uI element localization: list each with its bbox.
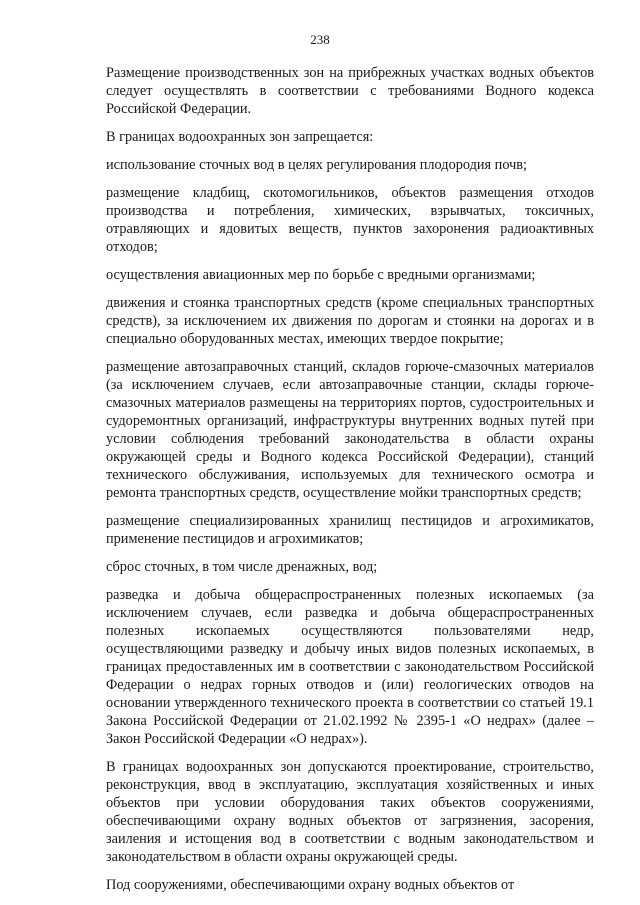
paragraph-fuel-stations: размещение автозаправочных станций, складов горюче-смазочных материалов (за исключением случаев, если автозаправочные станции, склады горюче-смазочных материалов размещены на территориях портов, судостроительных и судоремонтных организаций, инфраструктуры внутренних водных путей при условии соблюдения требований законодательства в области охраны окружающей среды и Водного кодекса Российской Федерации), станций технического обслуживания, используемых для технического осмотра и ремонта транспортных средств, осуществление мойки транспортных средств;: [106, 359, 594, 501]
paragraph-pesticide-storage: размещение специализированных хранилищ пестицидов и агрохимикатов, применение пестицидов и агрохимикатов;: [106, 513, 594, 547]
paragraph-protective-structures: Под сооружениями, обеспечивающими охрану водных объектов от: [106, 877, 515, 893]
paragraph-wastewater-use: использование сточных вод в целях регулирования плодородия почв;: [106, 157, 528, 173]
paragraph-production-zones: Размещение производственных зон на прибрежных участках водных объектов следует осуществлять в соответствии с требованиями Водного кодекса Российской Федерации.: [106, 65, 594, 117]
paragraph-drainage-discharge: сброс сточных, в том числе дренажных, вод;: [106, 559, 378, 575]
paragraph-mineral-extraction: разведка и добыча общераспространенных полезных ископаемых (за исключением случаев, если разведка и добыча общераспространенных полезных ископаемых осуществляются пользователями недр, осуществляющими разведку и добычу иных видов полезных ископаемых, в границах предоставленных им в соответствии с законодательством Российской Федерации о недрах горных отводов и (или) геологических отводов на основании утвержденного технического проекта в соответствии со статьей 19.1 Закона Российской Федерации от 21.02.1992 № 2395-1 «О недрах» (далее – Закон Российской Федерации «О недрах»).: [106, 587, 594, 747]
paragraph-permitted-construction: В границах водоохранных зон допускаются проектирование, строительство, реконструкция, ввод в эксплуатацию, эксплуатация хозяйственных и иных объектов при условии оборудования таких объектов сооружениями, обеспечивающими охрану водных объектов от загрязнения, засорения, заиления и истощения вод в соответствии с водным законодательством и законодательством в области охраны окружающей среды.: [106, 759, 594, 865]
paragraph-prohibited-intro: В границах водоохранных зон запрещается:: [106, 129, 374, 145]
page-number: 238: [310, 32, 330, 47]
document-body: [106, 64, 594, 894]
paragraph-aviation-measures: осуществления авиационных мер по борьбе с вредными организмами;: [106, 267, 536, 283]
paragraph-cemeteries-waste: размещение кладбищ, скотомогильников, объектов размещения отходов производства и потребления, химических, взрывчатых, токсичных, отравляющих и ядовитых веществ, пунктов захоронения радиоактивных отходов;: [106, 185, 594, 255]
paragraph-vehicle-movement: движения и стоянка транспортных средств (кроме специальных транспортных средств), за исключением их движения по дорогам и стоянки на дорогах и в специально оборудованных местах, имеющих твердое покрытие;: [106, 295, 594, 347]
